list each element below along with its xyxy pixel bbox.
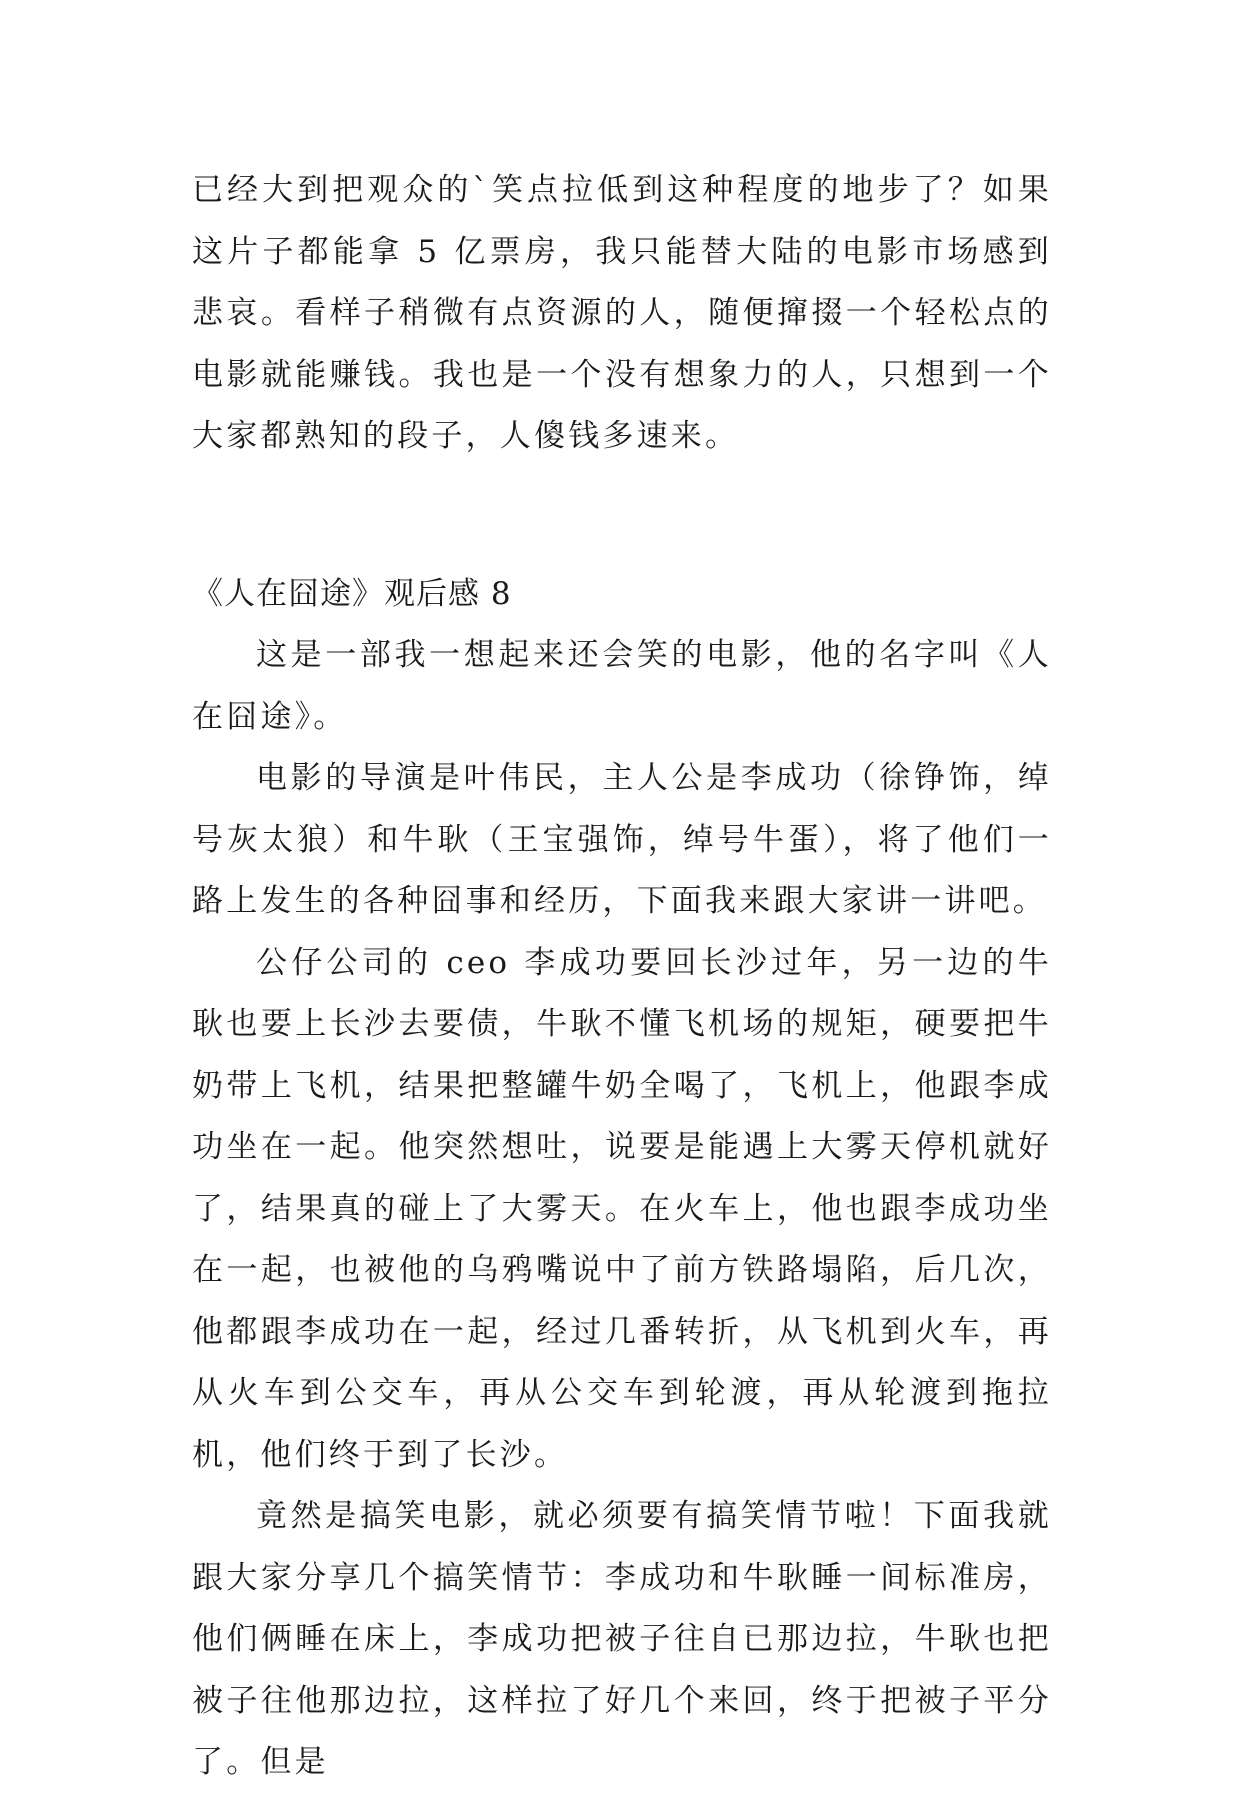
document-body bbox=[192, 160, 1052, 1794]
section-title: 《人在囧途》观后感 8 bbox=[192, 575, 512, 612]
paragraph-4: 竟然是搞笑电影，就必须要有搞笑情节啦！下面我就跟大家分享几个搞笑情节：李成功和牛耿睡一间标准房，他们俩睡在床上，李成功把被子往自已那边拉，牛耿也把被子往他那边拉，这样拉了好几个来回，终于把被子平分了。但是 bbox=[192, 1498, 1052, 1780]
paragraph-1: 这是一部我一想起来还会笑的电影，他的名字叫《人在囧途》。 bbox=[192, 637, 1052, 735]
paragraph-continued: 已经大到把观众的`笑点拉低到这种程度的地步了？如果这片子都能拿 5 亿票房，我只能替大陆的电影市场感到悲哀。看样子稍微有点资源的人，随便撺掇一个轻松点的电影就能赚钱。我也是一个没有想象力的人，只想到一个大家都熟知的段子，人傻钱多速来。 bbox=[192, 172, 1052, 454]
paragraph-3: 公仔公司的 ceo 李成功要回长沙过年，另一边的牛耿也要上长沙去要债，牛耿不懂飞机场的规矩，硬要把牛奶带上飞机，结果把整罐牛奶全喝了，飞机上，他跟李成功坐在一起。他突然想吐，说要是能遇上大雾天停机就好了，结果真的碰上了大雾天。在火车上，他也跟李成功坐在一起，也被他的乌鸦嘴说中了前方铁路塌陷，后几次，他都跟李成功在一起，经过几番转折，从飞机到火车，再从火车到公交车，再从公交车到轮渡，再从轮渡到拖拉机，他们终于到了长沙。 bbox=[192, 944, 1052, 1473]
paragraph-2: 电影的导演是叶伟民，主人公是李成功（徐铮饰，绰号灰太狼）和牛耿（王宝强饰，绰号牛蛋），将了他们一路上发生的各种囧事和经历，下面我来跟大家讲一讲吧。 bbox=[192, 760, 1052, 919]
